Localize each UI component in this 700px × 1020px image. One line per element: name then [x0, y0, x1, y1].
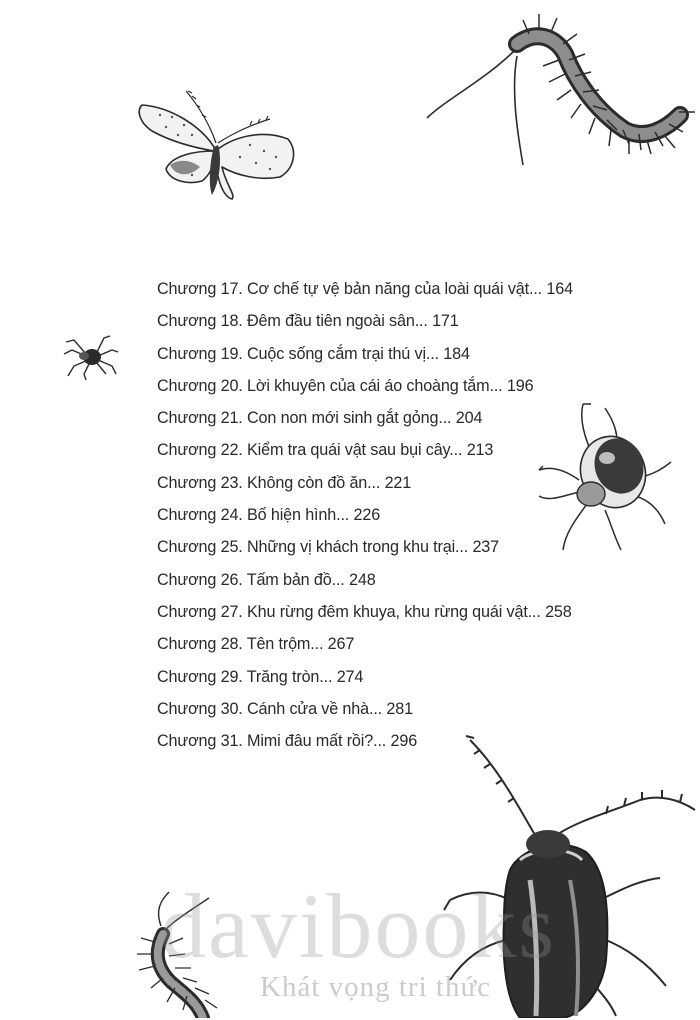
toc-separator: ...: [331, 570, 349, 589]
page-number: 184: [443, 344, 470, 363]
chapter-title: Chương 28. Tên trộm: [157, 635, 311, 654]
toc-entry: [157, 632, 573, 664]
page-number: 226: [353, 506, 381, 525]
chapter-title: Chương 21. Con non mới sinh gắt gỏng: [157, 409, 439, 428]
page-number: 171: [432, 312, 459, 331]
toc-separator: ...: [414, 312, 433, 331]
chapter-title: Chương 17. Cơ chế tự vệ bản năng của loài quái vật: [157, 280, 529, 298]
page-number: 248: [348, 570, 376, 589]
toc-separator: ...: [336, 506, 354, 525]
watermark-brand: davibooks: [160, 875, 557, 977]
beetle-illustration: [410, 730, 700, 1018]
chapter-title: Chương 31. Mimi đâu mất rồi?: [157, 732, 374, 751]
toc-separator: ...: [489, 376, 507, 395]
toc-separator: ...: [367, 473, 385, 492]
chapter-title: Chương 24. Bố hiện hình: [157, 506, 337, 525]
page-number: 164: [546, 280, 573, 298]
toc-entry: [157, 438, 573, 470]
chapter-title: Chương 23. Không còn đồ ăn: [157, 473, 368, 492]
toc-separator: ...: [528, 280, 547, 298]
toc-separator: ...: [438, 409, 456, 428]
page-number: 267: [327, 635, 355, 654]
toc-entry: [157, 568, 573, 600]
toc-separator: ...: [319, 667, 337, 686]
chapter-title: Chương 19. Cuộc sống cắm trại thú vị: [157, 344, 426, 363]
toc-separator: ...: [455, 538, 473, 557]
page-number: 274: [336, 667, 364, 686]
toc-separator: ...: [310, 635, 328, 654]
centipede-illustration: [125, 890, 255, 1018]
chapter-title: Chương 26. Tấm bản đồ: [157, 570, 332, 589]
moth-illustration: [130, 85, 305, 205]
page-number: 296: [390, 732, 418, 751]
toc-separator: ...: [527, 602, 546, 621]
page-number: 196: [506, 376, 534, 395]
toc-entry: [157, 309, 573, 341]
chapter-title: Chương 18. Đêm đầu tiên ngoài sân: [157, 312, 415, 331]
chapter-title: Chương 27. Khu rừng đêm khuya, khu rừng quái vật: [157, 602, 528, 621]
page-number: 281: [386, 699, 413, 718]
watermark-tagline: Khát vọng tri thức: [260, 971, 492, 1003]
toc-entry: [157, 665, 573, 697]
toc-entry: [157, 697, 573, 729]
toc-separator: ...: [368, 699, 387, 718]
centipede-illustration: [425, 0, 700, 180]
spider-illustration: [62, 330, 120, 380]
table-of-contents: [157, 277, 573, 761]
toc-entry: [157, 729, 573, 761]
chapter-title: Chương 29. Trăng tròn: [157, 667, 320, 686]
page-number: 237: [472, 538, 499, 557]
page-number: 258: [545, 602, 572, 621]
toc-entry: [157, 503, 573, 535]
toc-separator: ...: [449, 441, 467, 460]
chapter-title: Chương 30. Cánh cửa về nhà: [157, 699, 369, 718]
toc-separator: ...: [425, 344, 444, 363]
toc-entry: [157, 342, 573, 374]
toc-entry: [157, 600, 573, 632]
toc-entry: [157, 374, 573, 406]
page-number: 213: [466, 441, 494, 460]
toc-entry: [157, 535, 573, 567]
page-number: 204: [455, 409, 483, 428]
toc-separator: ...: [373, 732, 391, 751]
chapter-title: Chương 22. Kiểm tra quái vật sau bụi cây: [157, 441, 450, 460]
toc-entry: [157, 406, 573, 438]
page-number: 221: [384, 473, 412, 492]
chapter-title: Chương 20. Lời khuyên của cái áo choàng tắm: [157, 376, 490, 395]
toc-entry: [157, 277, 573, 309]
chapter-title: Chương 25. Những vị khách trong khu trại: [157, 538, 456, 557]
toc-entry: [157, 471, 573, 503]
